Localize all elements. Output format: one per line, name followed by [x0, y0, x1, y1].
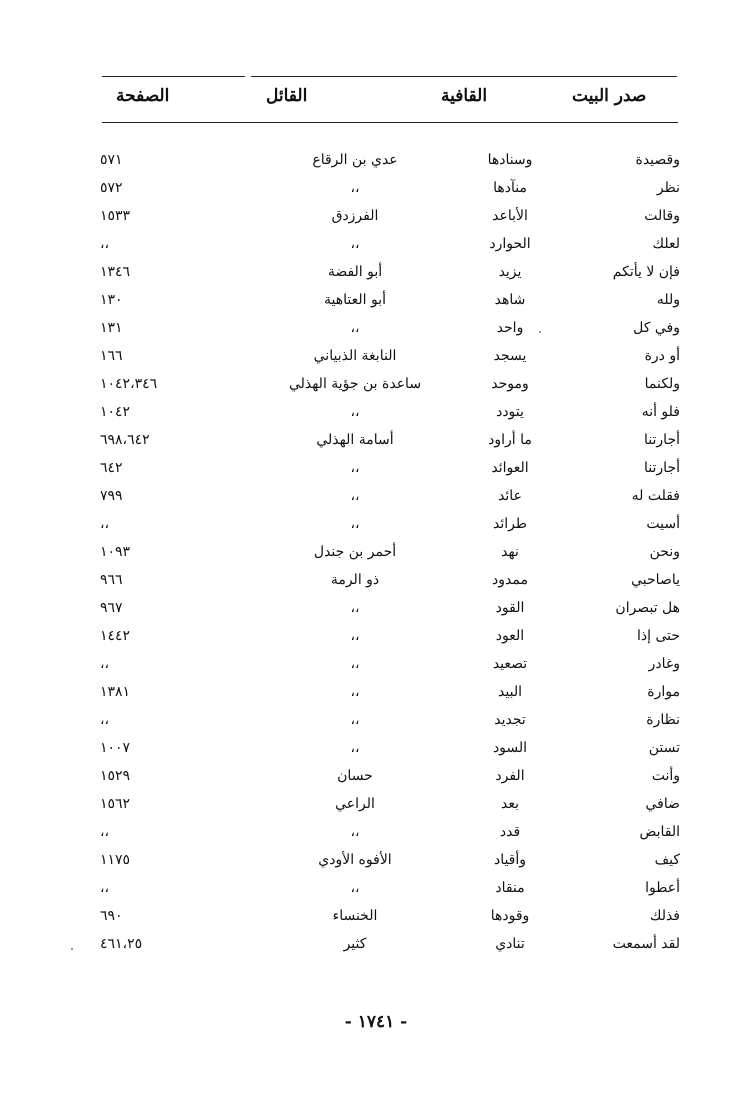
- header-page: الصفحة: [116, 86, 170, 106]
- verse-start-cell: وقالت: [644, 208, 680, 224]
- page-cell: ،،: [100, 656, 110, 672]
- page-cell: ٩٦٦: [100, 572, 123, 588]
- table-row: [100, 426, 680, 454]
- page-cell: ١٣٠: [100, 292, 123, 308]
- table-row: [100, 902, 680, 930]
- rhyme-cell: واحد: [496, 320, 524, 336]
- speaker-cell: أبو العتاهية: [324, 292, 386, 308]
- rhyme-cell: ما أراود: [488, 432, 532, 448]
- table-row: [100, 790, 680, 818]
- rhyme-cell: يزيد: [498, 264, 522, 280]
- header-bottom-rule: [102, 122, 678, 123]
- verse-start-cell: وفي كل: [633, 320, 680, 336]
- rhyme-cell: السود: [492, 740, 528, 756]
- verse-start-cell: القابض: [639, 824, 680, 840]
- table-row: [100, 594, 680, 622]
- table-row: [100, 482, 680, 510]
- verse-start-cell: أو درة: [644, 348, 680, 364]
- speaker-cell: ،،: [350, 488, 360, 504]
- speaker-cell: عدي بن الرقاع: [312, 152, 398, 168]
- verse-start-cell: ولله: [656, 292, 680, 308]
- page-cell: ٩٦٧: [100, 600, 123, 616]
- table-row: [100, 818, 680, 846]
- table-row: [100, 454, 680, 482]
- rhyme-cell: منقاد: [495, 880, 525, 896]
- verse-start-cell: حتى إذا: [636, 628, 680, 644]
- speaker-cell: الراعي: [335, 796, 375, 812]
- verse-start-cell: فقلت له: [631, 488, 680, 504]
- rhyme-cell: يتودد: [496, 404, 524, 420]
- table-row: [100, 510, 680, 538]
- verse-start-cell: وأنت: [651, 768, 680, 784]
- page-cell: ١٠٠٧: [100, 740, 131, 756]
- table-row: [100, 398, 680, 426]
- page-cell: ١٣٨١: [100, 684, 131, 700]
- rhyme-cell: نهد: [501, 544, 519, 560]
- verse-index-body: [100, 146, 680, 958]
- verse-start-cell: ونحن: [649, 544, 680, 560]
- speaker-cell: ،،: [350, 180, 360, 196]
- table-row: [100, 258, 680, 286]
- table-row: [100, 650, 680, 678]
- speaker-cell: أبو الفضة: [327, 264, 383, 280]
- page-cell: ،،: [100, 516, 110, 532]
- rhyme-cell: تنادي: [495, 936, 525, 952]
- page-cell: ١٥٣٣: [100, 208, 131, 224]
- page-cell: ٤٦١،٢٥: [100, 936, 143, 952]
- verse-start-cell: فلو أنه: [641, 404, 680, 420]
- speaker-cell: النابغة الذبياني: [313, 348, 397, 364]
- page-cell: ،،: [100, 712, 110, 728]
- verse-start-cell: ياصاحبي: [631, 572, 680, 588]
- page-cell: ١٦٦: [100, 348, 123, 364]
- speaker-cell: ،،: [350, 516, 360, 532]
- page-cell: ١٠٤٢،٣٤٦: [100, 376, 158, 392]
- speaker-cell: كثير: [343, 936, 367, 952]
- speaker-cell: الأفوه الأودي: [318, 852, 392, 868]
- table-row: [100, 538, 680, 566]
- page-cell: ٦٩٨،٦٤٢: [100, 432, 150, 448]
- rhyme-cell: وأقياد: [493, 852, 527, 868]
- table-row: [100, 202, 680, 230]
- rhyme-cell: طرائد: [492, 516, 527, 532]
- table-row: [100, 846, 680, 874]
- speaker-cell: ،،: [350, 684, 360, 700]
- rhyme-cell: وسنادها: [487, 152, 533, 168]
- speaker-cell: ،،: [350, 236, 360, 252]
- verse-start-cell: فإن لا يأتكم: [612, 264, 680, 280]
- table-row: [100, 734, 680, 762]
- page-cell: ،،: [100, 236, 110, 252]
- verse-index-table: [100, 146, 680, 958]
- verse-start-cell: أسيت: [646, 516, 680, 532]
- table-row: [100, 146, 680, 174]
- header-rhyme: القافية: [441, 86, 488, 106]
- scan-speck: [71, 948, 73, 950]
- verse-start-cell: أجارتنا: [644, 460, 680, 476]
- table-row: [100, 874, 680, 902]
- table-row: [100, 174, 680, 202]
- verse-start-cell: لعلك: [652, 236, 680, 252]
- verse-start-cell: هل تبصران: [615, 600, 680, 616]
- rhyme-cell: الأباعد: [492, 208, 528, 224]
- page-cell: ١٣٤٦: [100, 264, 131, 280]
- speaker-cell: ،،: [350, 460, 360, 476]
- verse-start-cell: فذلك: [649, 908, 680, 924]
- table-row: [100, 566, 680, 594]
- rhyme-cell: الحوارد: [489, 236, 531, 252]
- speaker-cell: ،،: [350, 320, 360, 336]
- speaker-cell: ،،: [350, 824, 360, 840]
- table-row: [100, 678, 680, 706]
- page-cell: ٧٩٩: [100, 488, 123, 504]
- speaker-cell: حسان: [337, 768, 373, 784]
- speaker-cell: ،،: [350, 600, 360, 616]
- page-cell: ١٠٤٢: [100, 404, 131, 420]
- verse-start-cell: أجارتنا: [644, 432, 680, 448]
- page-cell: ٥٧١: [100, 152, 123, 168]
- speaker-cell: ساعدة بن جؤية الهذلي: [288, 376, 422, 392]
- rhyme-cell: يسجد: [493, 348, 527, 364]
- rhyme-cell: بعد: [501, 796, 519, 812]
- page-cell: ١١٧٥: [100, 852, 131, 868]
- speaker-cell: ،،: [350, 740, 360, 756]
- page-cell: ١٣١: [100, 320, 123, 336]
- verse-start-cell: موارة: [647, 684, 680, 700]
- rhyme-cell: تصعيد: [492, 656, 528, 672]
- rhyme-cell: عائد: [498, 488, 522, 504]
- rhyme-cell: الفرد: [495, 768, 525, 784]
- page-number: - ١٧٤١ -: [344, 1012, 408, 1032]
- speaker-cell: أسامة الهذلي: [316, 432, 394, 448]
- verse-start-cell: وقصيدة: [635, 152, 680, 168]
- page-cell: ٥٧٢: [100, 180, 123, 196]
- scan-speck: [539, 331, 541, 333]
- verse-start-cell: لقد أسمعت: [612, 936, 680, 952]
- rhyme-cell: العود: [495, 628, 525, 644]
- page-cell: ١٠٩٣: [100, 544, 131, 560]
- speaker-cell: ذو الرمة: [330, 572, 380, 588]
- speaker-cell: ،،: [350, 628, 360, 644]
- table-row: [100, 370, 680, 398]
- verse-start-cell: أعطوا: [645, 880, 680, 896]
- page-cell: ١٥٦٢: [100, 796, 131, 812]
- rhyme-cell: العوائد: [491, 460, 529, 476]
- table-row: [100, 930, 680, 958]
- verse-start-cell: تستن: [648, 740, 680, 756]
- page-cell: ١٥٢٩: [100, 768, 131, 784]
- speaker-cell: ،،: [350, 880, 360, 896]
- rhyme-cell: قدد: [499, 824, 521, 840]
- page-cell: ٦٩٠: [100, 908, 123, 924]
- table-row: [100, 314, 680, 342]
- header-speaker: القائل: [266, 86, 308, 106]
- speaker-cell: ،،: [350, 404, 360, 420]
- table-row: [100, 706, 680, 734]
- top-rule-left: [102, 76, 245, 77]
- table-row: [100, 286, 680, 314]
- verse-start-cell: ولكنما: [644, 376, 680, 392]
- rhyme-cell: شاهد: [494, 292, 526, 308]
- speaker-cell: الفرزدق: [331, 208, 379, 224]
- table-row: [100, 762, 680, 790]
- verse-start-cell: كيف: [654, 852, 680, 868]
- speaker-cell: ،،: [350, 656, 360, 672]
- page-cell: ،،: [100, 880, 110, 896]
- header-verse-start: صدر البيت: [572, 86, 647, 106]
- page-cell: ١٤٤٢: [100, 628, 131, 644]
- verse-start-cell: وغادر: [648, 656, 680, 672]
- rhyme-cell: ممدود: [492, 572, 528, 588]
- table-row: [100, 230, 680, 258]
- speaker-cell: أحمر بن جندل: [313, 544, 397, 560]
- rhyme-cell: البيد: [498, 684, 522, 700]
- table-row: [100, 342, 680, 370]
- page-cell: ٦٤٢: [100, 460, 123, 476]
- rhyme-cell: منآدها: [493, 180, 527, 196]
- page-cell: ،،: [100, 824, 110, 840]
- table-row: [100, 622, 680, 650]
- rhyme-cell: وقودها: [490, 908, 530, 924]
- rhyme-cell: وموحد: [491, 376, 529, 392]
- verse-start-cell: ضافي: [645, 796, 680, 812]
- top-rule-right: [251, 76, 677, 77]
- speaker-cell: الخنساء: [332, 908, 378, 924]
- rhyme-cell: تجديد: [494, 712, 526, 728]
- verse-start-cell: نظر: [656, 180, 680, 196]
- rhyme-cell: القود: [495, 600, 525, 616]
- speaker-cell: ،،: [350, 712, 360, 728]
- verse-start-cell: نظارة: [646, 712, 680, 728]
